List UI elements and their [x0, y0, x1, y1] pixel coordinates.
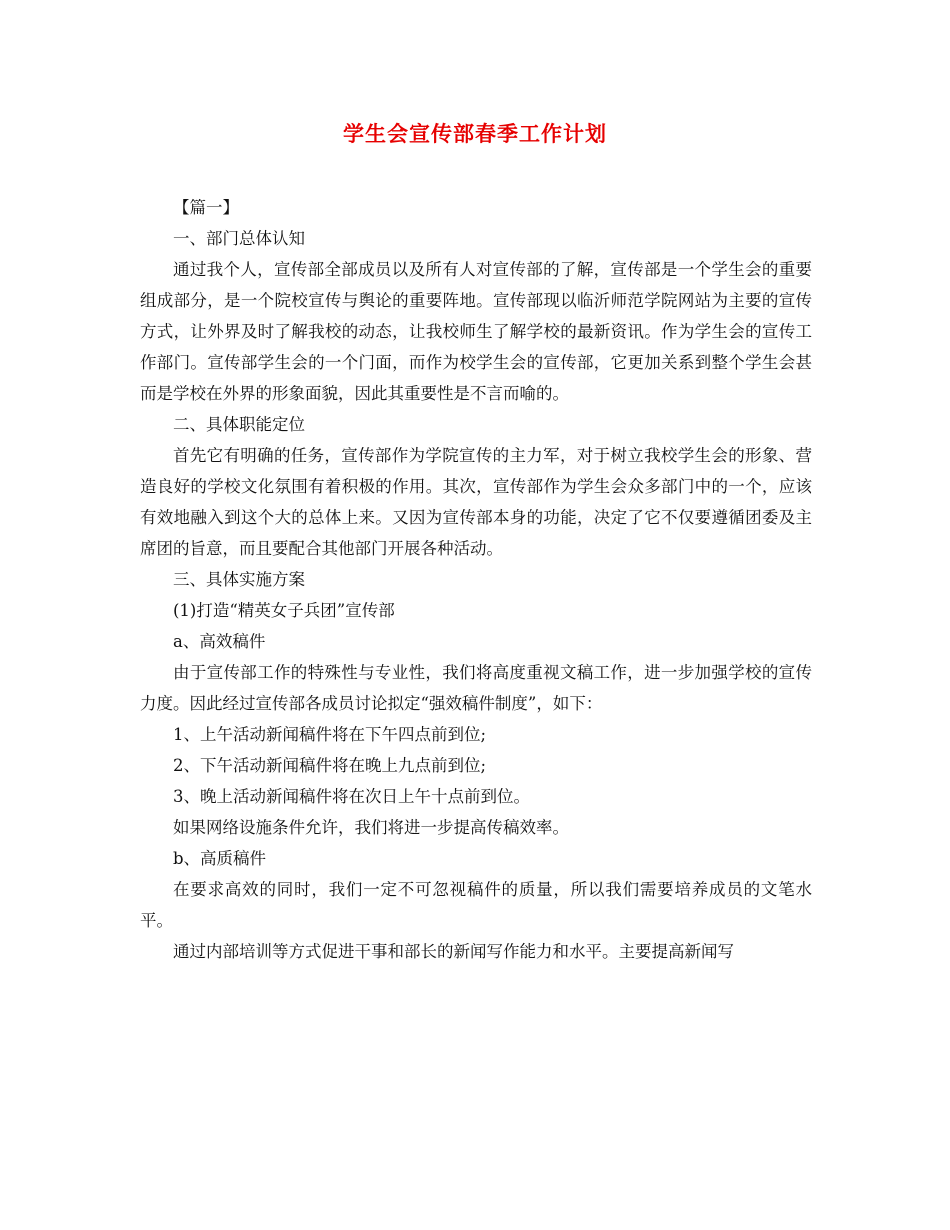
paragraph: 如果网络设施条件允许，我们将进一步提高传稿效率。 — [173, 818, 569, 837]
subheading: (1)打造“精英女子兵团”宣传部 — [173, 601, 395, 620]
section-label: 【篇一】 — [173, 198, 239, 217]
paragraph: 首先它有明确的任务，宣传部作为学院宣传的主力军，对于树立我校学生会的形象、营造良好的学校文化氛围有着积极的作用。其次，宣传部作为学生会众多部门中的一个，应该有效地融入到这个大的总体上来。又因为宣传部本身的功能，决定了它不仅要遵循团委及主席团的旨意，而且要配合其他部门开展各种活动。 — [140, 446, 812, 558]
list-item: 3、晚上活动新闻稿件将在次日上午十点前到位。 — [173, 787, 530, 806]
list-item: 1、上午活动新闻稿件将在下午四点前到位; — [173, 725, 487, 744]
paragraph: 通过内部培训等方式促进干事和部长的新闻写作能力和水平。主要提高新闻写 — [173, 942, 734, 961]
heading-2: 二、具体职能定位 — [173, 415, 305, 434]
subheading: b、高质稿件 — [173, 849, 267, 868]
subheading: a、高效稿件 — [173, 632, 266, 651]
paragraph: 由于宣传部工作的特殊性与专业性，我们将高度重视文稿工作，进一步加强学校的宣传力度。因此经过宣传部各成员讨论拟定“强效稿件制度”，如下： — [140, 663, 812, 713]
document-title: 学生会宣传部春季工作计划 — [343, 121, 607, 146]
heading-3: 三、具体实施方案 — [173, 570, 305, 589]
document-body — [140, 192, 812, 967]
paragraph: 在要求高效的同时，我们一定不可忽视稿件的质量，所以我们需要培养成员的文笔水平。 — [140, 880, 812, 930]
paragraph: 通过我个人，宣传部全部成员以及所有人对宣传部的了解，宣传部是一个学生会的重要组成部分，是一个院校宣传与舆论的重要阵地。宣传部现以临沂师范学院网站为主要的宣传方式，让外界及时了解我校的动态，让我校师生了解学校的最新资讯。作为学生会的宣传工作部门。宣传部学生会的一个门面，而作为校学生会的宣传部，它更加关系到整个学生会甚而是学校在外界的形象面貌，因此其重要性是不言而喻的。 — [140, 260, 812, 403]
heading-1: 一、部门总体认知 — [173, 229, 305, 248]
list-item: 2、下午活动新闻稿件将在晚上九点前到位; — [173, 756, 487, 775]
